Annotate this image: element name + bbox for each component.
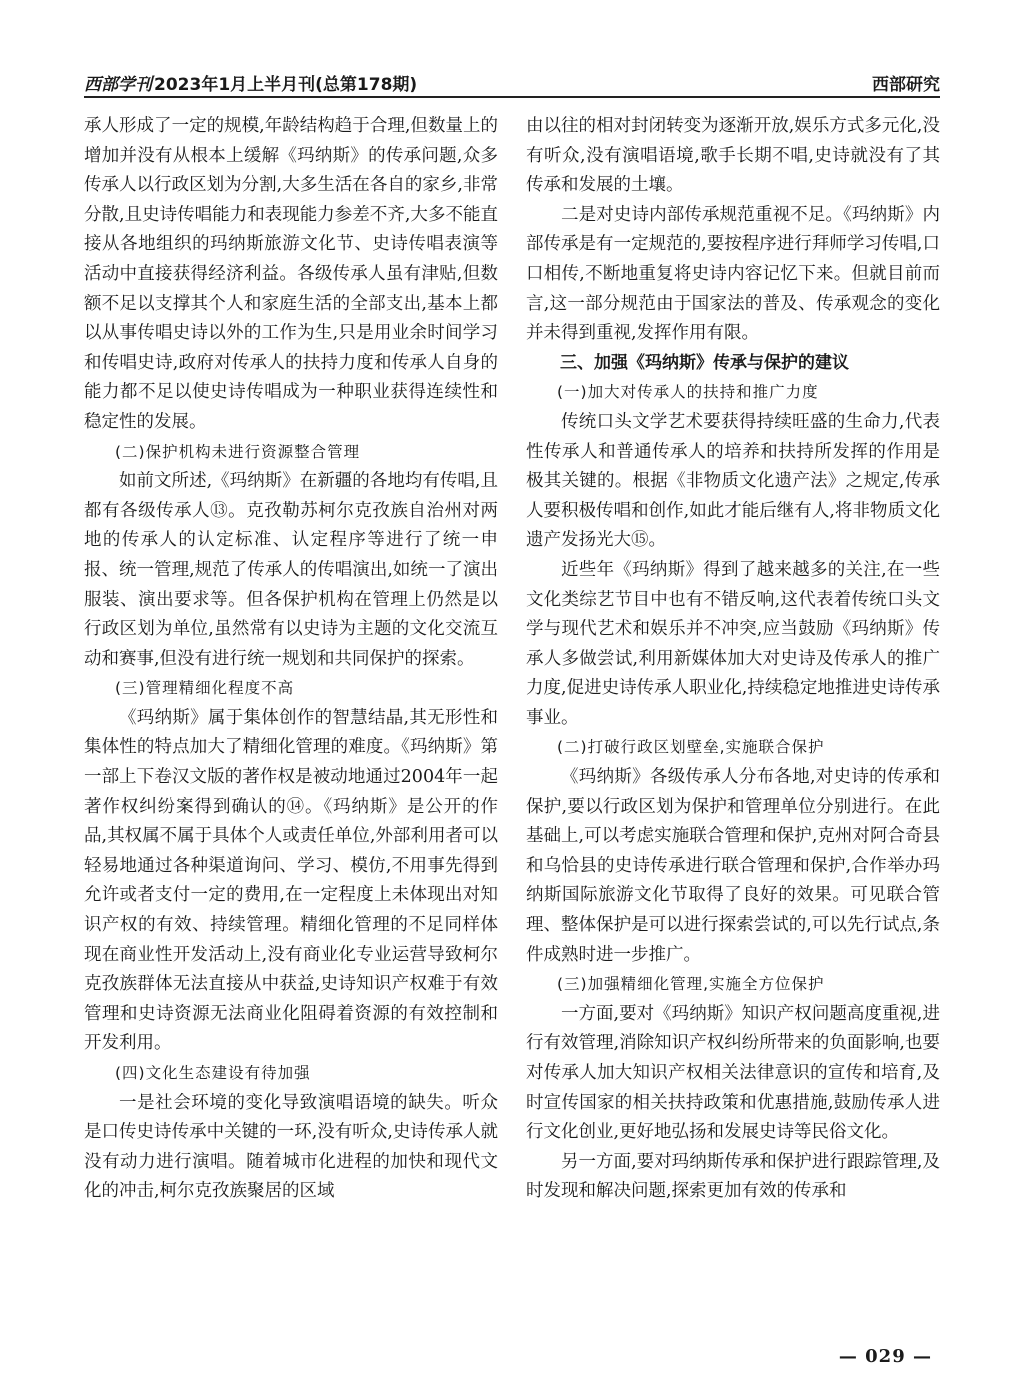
subsection-heading: (四)文化生态建设有待加强 <box>115 1064 311 1082</box>
subsection-heading: (三)管理精细化程度不高 <box>115 679 295 698</box>
paragraph: 一方面,要对《玛纳斯》知识产权问题高度重视,进行有效管理,消除知识产权纠纷所带来的负面影响,也要对传承人加大知识产权相关法律意识的宣传和培育,及时宣传国家的相关扶持政策和优惠措施,鼓励传承人进行文化创业,更好地弘扬和发展史诗等民俗文化。 <box>526 1003 940 1143</box>
paragraph: 一是社会环境的变化导致演唱语境的缺失。听众是口传史诗传承中关键的一环,没有听众,史诗传承人就没有动力进行演唱。随着城市化进程的加快和现代文化的冲击,柯尔克孜族聚居的区域 <box>84 1092 498 1202</box>
paragraph: 传统口头文学艺术要获得持续旺盛的生命力,代表性传承人和普通传承人的培养和扶持所发挥的作用是极其关键的。根据《非物质文化遗产法》之规定,传承人要积极传唱和创作,如此才能后继有人,将非物质文化遗产发扬光大⑮。 <box>526 411 940 551</box>
paragraph: 《玛纳斯》属于集体创作的智慧结晶,其无形性和集体性的特点加大了精细化管理的难度。《玛纳斯》第一部上下卷汉文版的著作权是被动地通过2004年一起著作权纠纷案得到确认的⑭。《玛纳斯》是公开的作品,其权属不属于具体个人或责任单位,外部利用者可以轻易地通过各种渠道询问、学习、模仿,不用事先得到允许或者支付一定的费用,在一定程度上未体现出对知识产权的有效、持续管理。精细化管理的不足同样体现在商业性开发活动上,没有商业化专业运营导致柯尔克孜族群体无法直接从中获益,史诗知识产权难于有效管理和史诗资源无法商业化阻碍着资源的有效控制和开发利用。 <box>84 707 498 1054</box>
subsection-heading: (二)打破行政区划壁垒,实施联合保护 <box>557 738 825 757</box>
journal-logo: 西部学刊 <box>84 75 152 95</box>
page-number: — 029 — <box>838 1346 932 1367</box>
running-header <box>84 68 940 98</box>
paragraph: 另一方面,要对玛纳斯传承和保护进行跟踪管理,及时发现和解决问题,探索更加有效的传承和 <box>526 1151 940 1202</box>
paragraph: 二是对史诗内部传承规范重视不足。《玛纳斯》内部传承是有一定规范的,要按程序进行拜师学习传唱,口口相传,不断地重复将史诗内容记忆下来。但就目前而言,这一部分规范由于国家法的普及、传承观念的变化并未得到重视,发挥作用有限。 <box>526 204 940 344</box>
section-title: 西部研究 <box>872 75 940 95</box>
right-column <box>526 112 940 1207</box>
paragraph: 如前文所述,《玛纳斯》在新疆的各地均有传唱,且都有各级传承人⑬。克孜勒苏柯尔克孜族自治州对两地的传承人的认定标准、认定程序等进行了统一申报、统一管理,规范了传承人的传唱演出,如统一了演出服装、演出要求等。但各保护机构在管理上仍然是以行政区划为单位,虽然常有以史诗为主题的文化交流互动和赛事,但没有进行统一规划和共同保护的探索。 <box>84 471 498 669</box>
paragraph: 近些年《玛纳斯》得到了越来越多的关注,在一些文化类综艺节目中也有不错反响,这代表着传统口头文学与现代艺术和娱乐并不冲突,应当鼓励《玛纳斯》传承人多做尝试,利用新媒体加大对史诗及传承人的推广力度,促进史诗传承人职业化,持续稳定地推进史诗传承事业。 <box>526 559 940 728</box>
left-column <box>84 112 498 1207</box>
paragraph: 《玛纳斯》各级传承人分布各地,对史诗的传承和保护,要以行政区划为保护和管理单位分别进行。在此基础上,可以考虑实施联合管理和保护,克州对阿合奇县和乌恰县的史诗传承进行联合管理和保护,合作举办玛纳斯国际旅游文化节取得了良好的效果。可见联合管理、整体保护是可以进行探索尝试的,可以先行试点,条件成熟时进一步推广。 <box>526 767 940 965</box>
paragraph-continuation: 由以往的相对封闭转变为逐渐开放,娱乐方式多元化,没有听众,没有演唱语境,歌手长期不唱,史诗就没有了其传承和发展的土壤。 <box>526 116 940 196</box>
subsection-heading: (一)加大对传承人的扶持和推广力度 <box>557 383 819 402</box>
section-heading: 三、加强《玛纳斯》传承与保护的建议 <box>560 352 849 373</box>
header-divider <box>84 96 940 98</box>
subsection-heading: (二)保护机构未进行资源整合管理 <box>115 442 361 461</box>
journal-issue-line <box>84 70 417 95</box>
subsection-heading: (三)加强精细化管理,实施全方位保护 <box>557 975 825 994</box>
paragraph-continuation: 承人形成了一定的规模,年龄结构趋于合理,但数量上的增加并没有从根本上缓解《玛纳斯》的传承问题,众多传承人以行政区划为分割,大多生活在各自的家乡,非常分散,且史诗传唱能力和表现能力参差不齐,大多不能直接从各地组织的玛纳斯旅游文化节、史诗传唱表演等活动中直接获得经济利益。各级传承人虽有津贴,但数额不足以支撑其个人和家庭生活的全部支出,基本上都以从事传唱史诗以外的工作为生,只是用业余时间学习和传唱史诗,政府对传承人的扶持力度和传承人自身的能力都不足以使史诗传唱成为一种职业获得连续性和稳定性的发展。 <box>84 116 498 432</box>
issue-info: 2023年1月上半月刊(总第178期) <box>154 75 418 95</box>
